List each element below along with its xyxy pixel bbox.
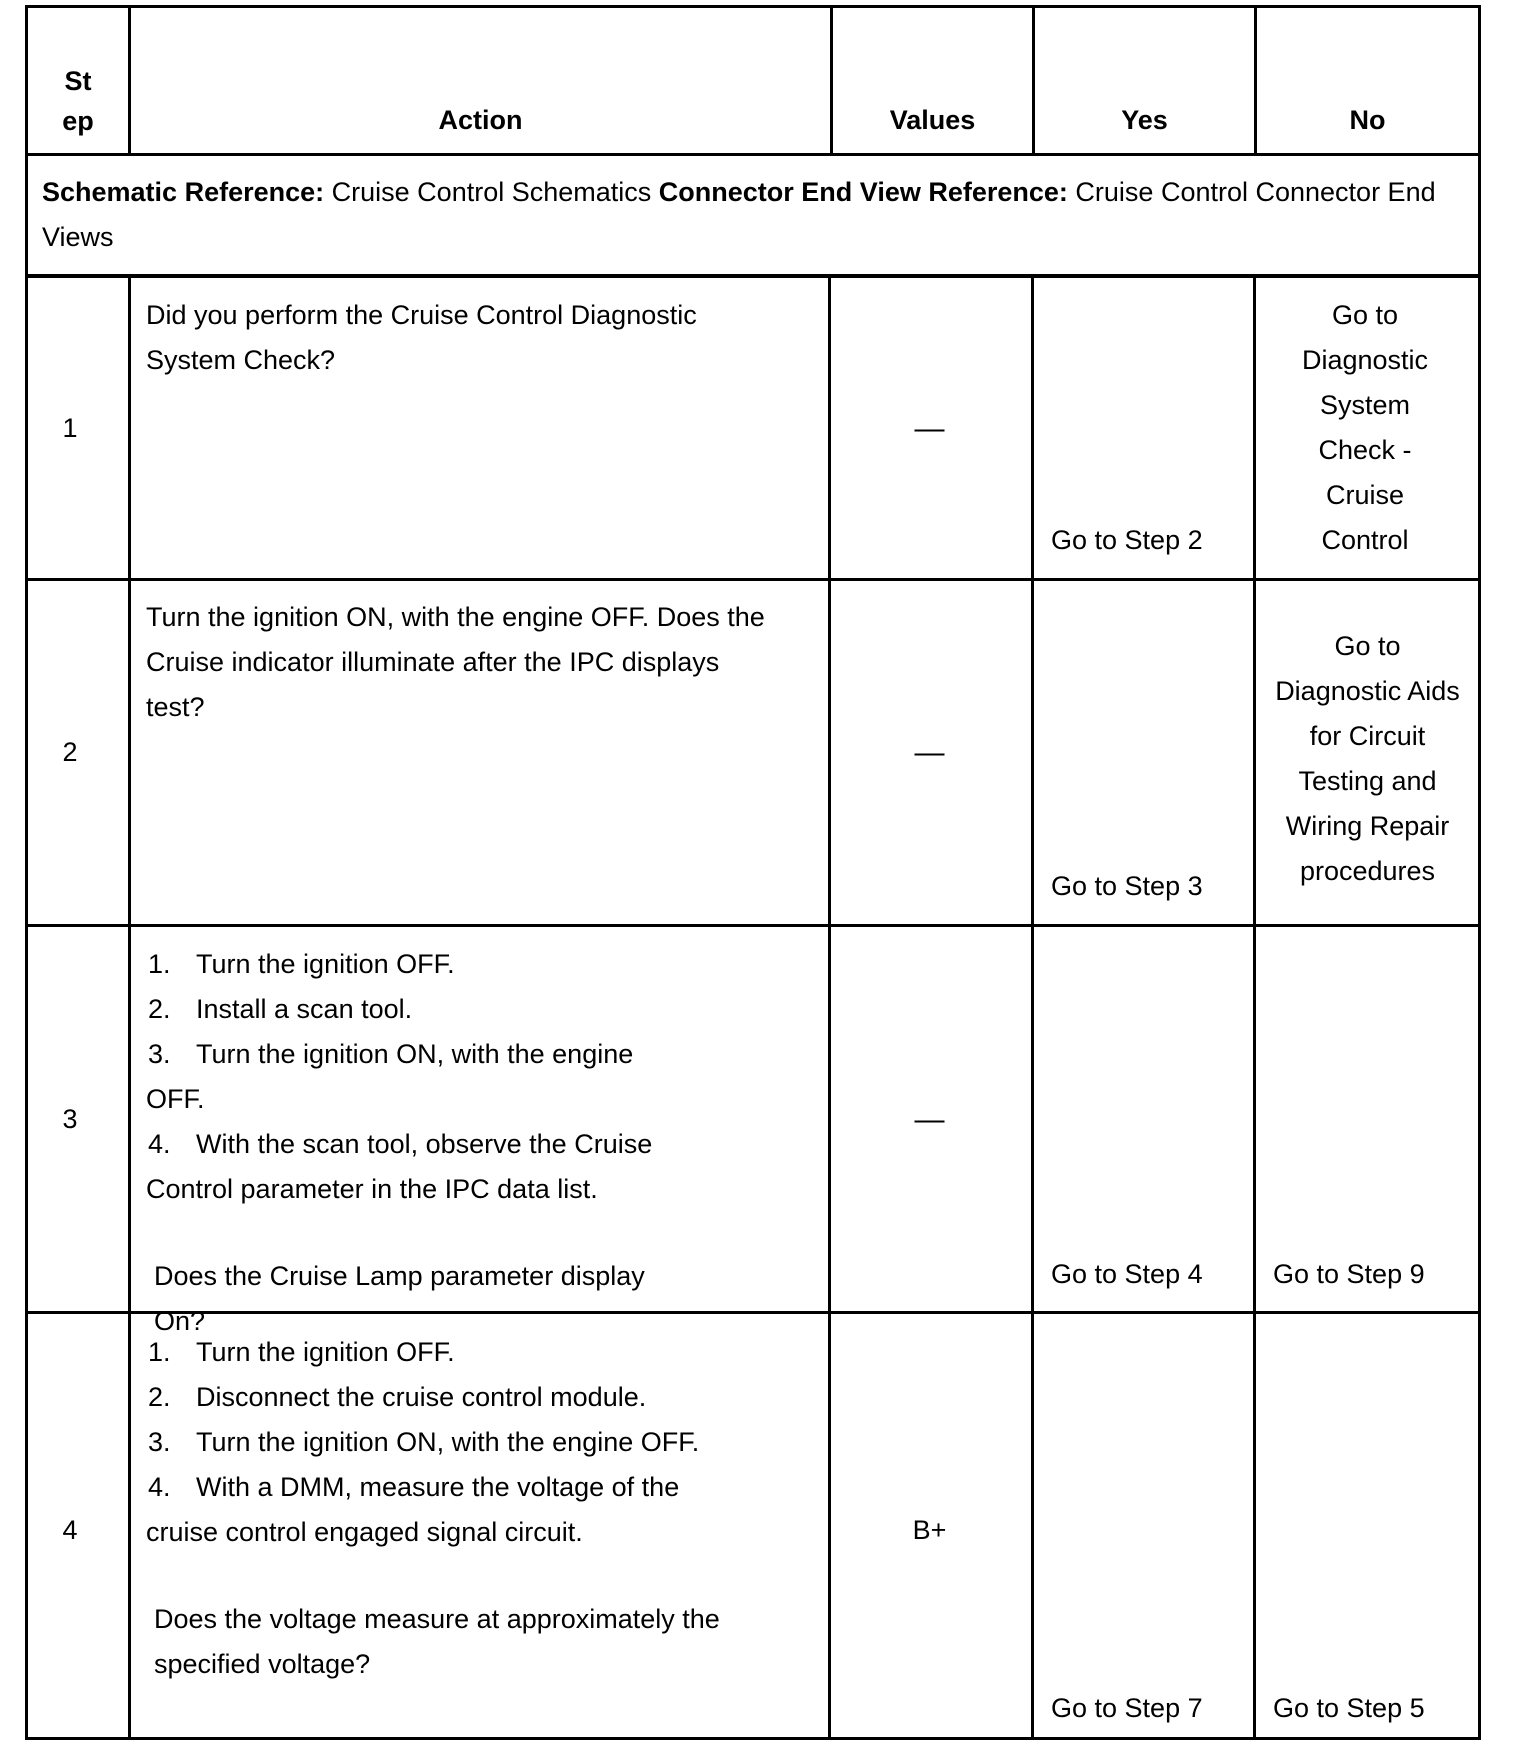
table-border-top — [25, 5, 1481, 8]
header-step-line2: ep — [62, 106, 94, 136]
row3-yes: Go to Step 4 — [1051, 1259, 1203, 1289]
header-step — [28, 61, 128, 141]
list-item: 3. Turn the ignition ON, with the engine OFF. — [148, 1427, 700, 1457]
row4-value: B+ — [912, 1515, 947, 1545]
row1-action: Did you perform the Cruise Control Diagnostic System Check? — [146, 300, 697, 375]
reference-divider — [25, 274, 1481, 278]
row4-action — [146, 1330, 746, 1687]
column-divider — [1253, 275, 1256, 1740]
list-item: 4. With the scan tool, observe the Cruise Control parameter in the IPC data list. — [146, 1129, 653, 1204]
header-no: No — [1349, 105, 1386, 135]
header-action: Action — [438, 105, 523, 135]
row2-no: Go to Diagnostic Aids for Circuit Testing and Wiring Repair procedures — [1275, 631, 1460, 886]
row-divider — [25, 578, 1481, 581]
row4-question: Does the voltage measure at approximately the specified voltage? — [154, 1604, 720, 1679]
row1-yes: Go to Step 2 — [1051, 525, 1203, 555]
row2-yes: Go to Step 3 — [1051, 871, 1203, 901]
list-item: 1. Turn the ignition OFF. — [148, 949, 455, 979]
row1-value: — — [914, 412, 945, 445]
connector-reference-label: Connector End View Reference: — [658, 177, 1068, 207]
list-item: 3. Turn the ignition ON, with the engine OFF. — [146, 1039, 634, 1114]
list-item: 1. Turn the ignition OFF. — [148, 1337, 455, 1367]
connector-reference-value: Cruise Control Connector End Views — [42, 177, 1436, 252]
schematic-reference-label: Schematic Reference: — [42, 177, 325, 207]
list-item: 2. Install a scan tool. — [148, 994, 413, 1024]
row3-no: Go to Step 9 — [1273, 1259, 1425, 1289]
row3-step: 3 — [62, 1104, 78, 1134]
row2-value: — — [914, 736, 945, 769]
table-border-left — [25, 5, 28, 1740]
row1-step: 1 — [62, 413, 78, 443]
reference-note — [42, 170, 1442, 260]
row4-no: Go to Step 5 — [1273, 1693, 1425, 1723]
row1-no: Go to Diagnostic System Check - Cruise Control — [1301, 300, 1429, 555]
table-border-right — [1478, 5, 1481, 1740]
list-item: 2. Disconnect the cruise control module. — [148, 1382, 647, 1412]
row-divider — [25, 924, 1481, 927]
row2-step: 2 — [62, 737, 78, 767]
header-values: Values — [889, 105, 976, 135]
table-border-bottom — [25, 1737, 1481, 1740]
column-divider — [1031, 275, 1034, 1740]
row2-action: Turn the ignition ON, with the engine OFF. Does the Cruise indicator illuminate after the IPC displays test? — [146, 602, 765, 722]
header-step-line1: St — [64, 66, 92, 96]
list-item: 4. With a DMM, measure the voltage of the cruise control engaged signal circuit. — [146, 1472, 680, 1547]
row3-question: Does the Cruise Lamp parameter display On? — [154, 1261, 645, 1336]
header-divider — [25, 153, 1481, 156]
row3-value: — — [914, 1103, 945, 1136]
column-divider — [128, 275, 131, 1740]
row3-action — [146, 942, 686, 1344]
schematic-reference-value: Cruise Control Schematics — [331, 177, 652, 207]
row4-yes: Go to Step 7 — [1051, 1693, 1203, 1723]
row4-step: 4 — [62, 1515, 78, 1545]
header-yes: Yes — [1121, 105, 1168, 135]
